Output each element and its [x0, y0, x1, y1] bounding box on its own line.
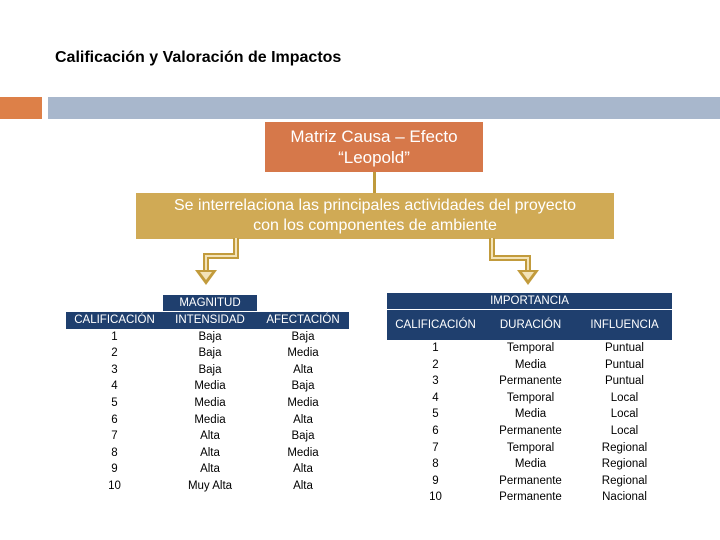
table-cell: 10	[429, 491, 442, 504]
table-cell: 8	[432, 458, 439, 471]
table-cell: Baja	[198, 347, 222, 360]
table-cell: Media	[514, 358, 547, 371]
table-row	[387, 456, 672, 473]
table-row	[66, 378, 349, 395]
table-cell: Regional	[601, 458, 648, 471]
table-cell: Baja	[198, 363, 222, 376]
table-cell: Regional	[601, 441, 648, 454]
left-header-afectacion: AFECTACIÓN	[257, 312, 349, 329]
table-cell: Local	[610, 408, 639, 421]
table-cell: Local	[610, 391, 639, 404]
table-cell: 10	[108, 479, 121, 492]
table-cell: Media	[514, 408, 547, 421]
left-table-header-row	[66, 312, 349, 329]
table-cell: 2	[432, 358, 439, 371]
table-cell: Media	[194, 396, 226, 409]
table-cell: Media	[514, 458, 547, 471]
table-cell: Temporal	[506, 441, 555, 454]
table-cell: 8	[111, 446, 118, 459]
left-table	[66, 312, 349, 495]
table-cell: Permanente	[499, 474, 562, 487]
matrix-box-line2: “Leopold”	[338, 148, 410, 167]
page-title: Calificación y Valoración de Impactos	[55, 49, 342, 66]
table-row	[387, 473, 672, 490]
right-table-header-row	[387, 310, 672, 340]
table-row	[66, 395, 349, 412]
table-cell: Puntual	[604, 375, 644, 388]
table-cell: 4	[111, 380, 118, 393]
table-row	[66, 428, 349, 445]
table-cell: 4	[432, 391, 439, 404]
table-cell: Media	[194, 413, 226, 426]
table-cell: 7	[432, 441, 439, 454]
table-row	[66, 412, 349, 429]
right-header-duracion: DURACIÓN	[484, 310, 577, 340]
relation-box	[136, 193, 614, 239]
table-cell: Media	[287, 396, 319, 409]
table-row	[66, 461, 349, 478]
table-cell: Media	[287, 446, 319, 459]
left-header-intensidad: INTENSIDAD	[163, 312, 257, 329]
right-header-influencia: INFLUENCIA	[577, 310, 672, 340]
table-row	[387, 340, 672, 357]
arrow-right-icon	[480, 238, 550, 290]
table-cell: 1	[111, 330, 118, 343]
relation-box-line1: Se interrelaciona las principales actividades del proyecto	[174, 197, 576, 214]
table-cell: 3	[432, 375, 439, 388]
table-cell: Local	[610, 424, 639, 437]
table-row	[387, 440, 672, 457]
table-cell: Permanente	[499, 375, 562, 388]
table-row	[66, 478, 349, 495]
table-row	[66, 445, 349, 462]
table-cell: Temporal	[506, 342, 555, 354]
table-row	[66, 329, 349, 346]
table-cell: Permanente	[499, 424, 562, 437]
table-cell: 6	[432, 424, 439, 437]
table-row	[387, 489, 672, 506]
table-cell: Muy Alta	[187, 479, 233, 492]
importancia-header: IMPORTANCIA	[387, 293, 672, 309]
table-cell: Alta	[200, 446, 220, 459]
table-cell: Baja	[291, 330, 315, 343]
matrix-box	[265, 122, 483, 172]
table-cell: 5	[111, 396, 118, 409]
table-row	[387, 357, 672, 374]
table-cell: 3	[111, 363, 118, 376]
matrix-box-line1: Matriz Causa – Efecto	[290, 127, 458, 146]
right-header-calificacion: CALIFICACIÓN	[387, 310, 484, 340]
table-cell: Media	[194, 380, 226, 393]
table-cell: Baja	[198, 330, 222, 343]
table-cell: Alta	[293, 479, 313, 492]
table-cell: 6	[111, 413, 118, 426]
table-row	[387, 423, 672, 440]
table-cell: Puntual	[604, 342, 644, 354]
table-cell: Alta	[293, 413, 313, 426]
table-row	[66, 345, 349, 362]
table-cell: Puntual	[604, 358, 644, 371]
table-row	[387, 390, 672, 407]
relation-box-line2: con los componentes de ambiente	[253, 217, 497, 234]
arrow-left-icon	[190, 238, 250, 290]
table-cell: 1	[432, 342, 439, 354]
table-row	[66, 362, 349, 379]
table-cell: Alta	[200, 430, 220, 443]
table-row	[387, 406, 672, 423]
accent-bar-orange	[0, 97, 42, 119]
table-cell: 7	[111, 430, 118, 443]
accent-bar-blue	[48, 97, 720, 119]
right-table	[387, 310, 672, 506]
table-cell: Baja	[291, 430, 315, 443]
table-cell: Alta	[293, 463, 313, 476]
table-cell: Permanente	[499, 491, 562, 504]
table-cell: Baja	[291, 380, 315, 393]
table-cell: Regional	[601, 474, 648, 487]
table-cell: 5	[432, 408, 439, 421]
table-cell: Media	[287, 347, 319, 360]
table-cell: 2	[111, 347, 118, 360]
table-cell: Alta	[200, 463, 220, 476]
table-cell: 9	[432, 474, 439, 487]
table-cell: 9	[111, 463, 118, 476]
table-row	[387, 373, 672, 390]
left-header-calificacion: CALIFICACIÓN	[66, 312, 163, 329]
table-cell: Nacional	[602, 491, 647, 504]
table-cell: Alta	[293, 363, 313, 376]
table-cell: Temporal	[506, 391, 555, 404]
magnitud-header: MAGNITUD	[163, 295, 257, 311]
